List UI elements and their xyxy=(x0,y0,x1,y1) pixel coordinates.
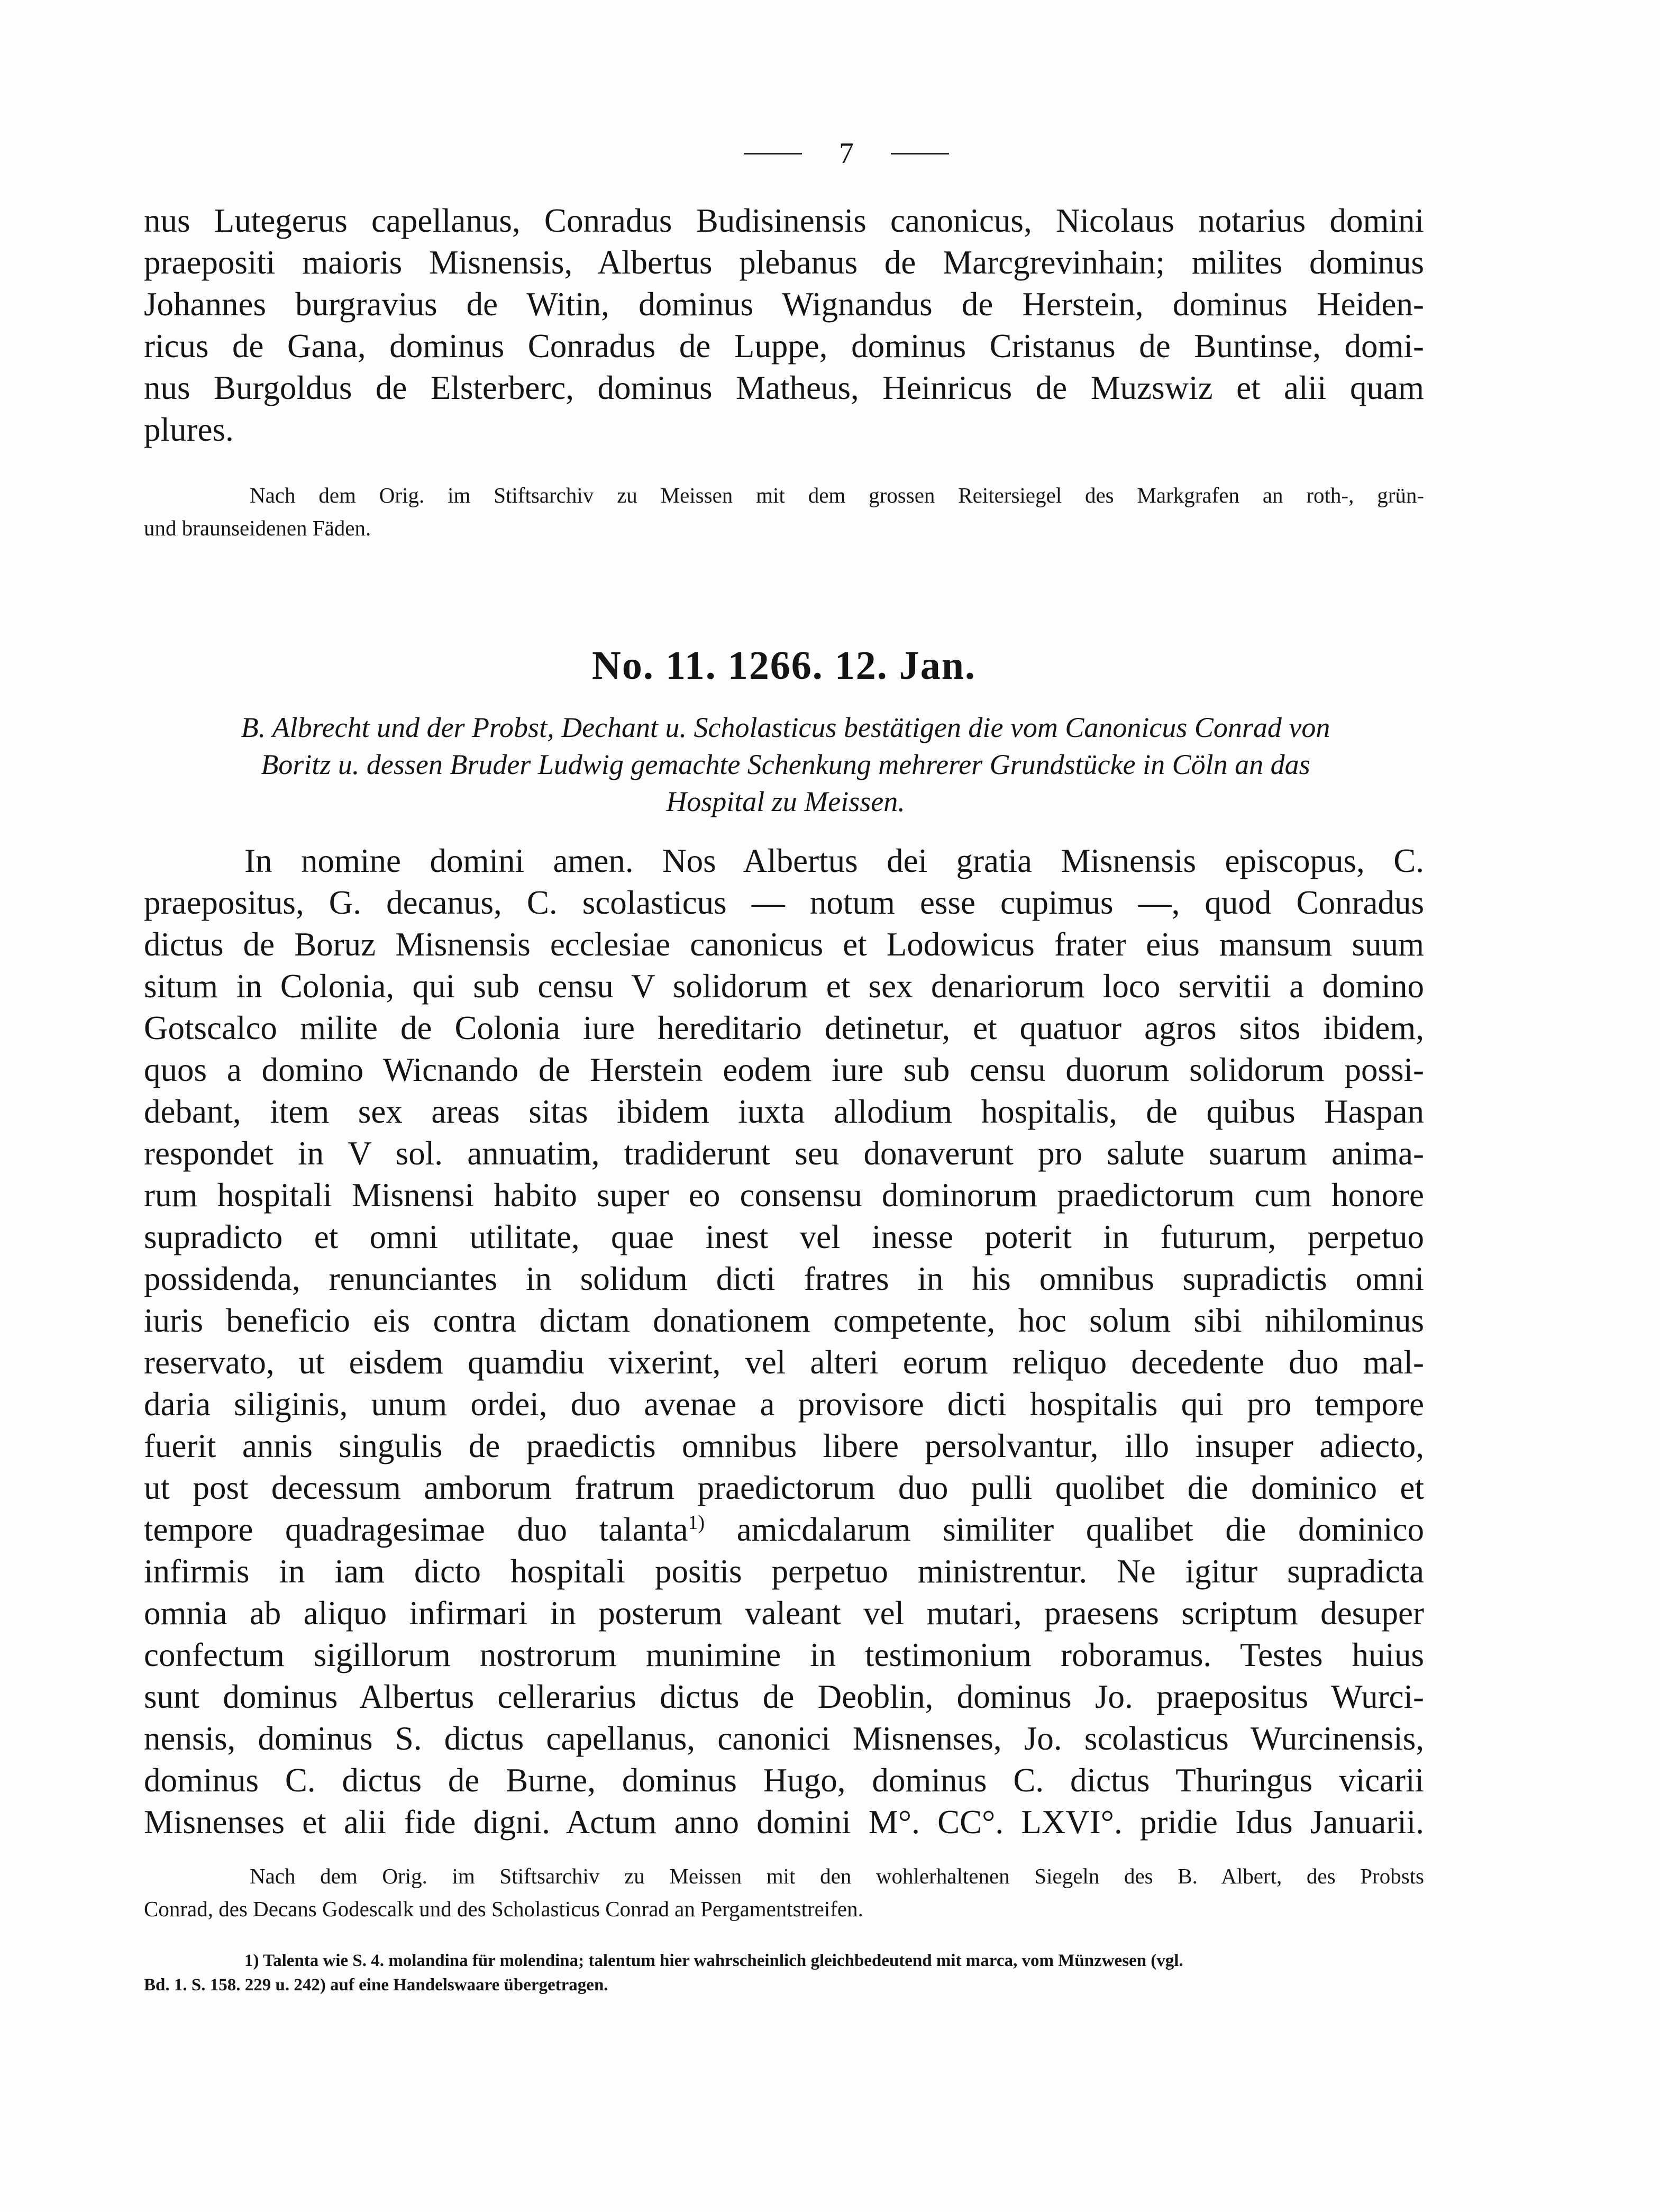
document-source-note xyxy=(144,1860,1424,1925)
text-line: confectum sigillorum nostrorum munimine in testimonium roboramus. Testes huius xyxy=(144,1636,1424,1673)
text-line: possidenda, renunciantes in solidum dicti fratres in his omnibus supradictis omni xyxy=(144,1260,1424,1297)
header-rule-left xyxy=(744,153,802,154)
text-line: debant, item sex areas sitas ibidem iuxta allodium hospitalis, de quibus Haspan xyxy=(144,1093,1424,1130)
continuation-line: nus Lutegerus capellanus, Conradus Budisinensis canonicus, Nicolaus notarius domini xyxy=(144,202,1424,239)
continuation-text xyxy=(144,200,1424,451)
continuation-line: plures. xyxy=(144,411,234,448)
text-line: situm in Colonia, qui sub censu V solidorum et sex denariorum loco servitii a domino xyxy=(144,968,1424,1005)
regest-line: Boritz u. dessen Bruder Ludwig gemachte Schenkung mehrerer Grundstücke in Cöln an das xyxy=(261,749,1310,780)
text-line: iuris beneficio eis contra dictam donationem competente, hoc solum sibi nihilominus xyxy=(144,1302,1424,1339)
document-text xyxy=(144,840,1424,1843)
text-line: dictus de Boruz Misnensis ecclesiae canonicus et Lodowicus frater eius mansum suum xyxy=(144,926,1424,963)
page-header xyxy=(661,132,1032,175)
footnote-reference: 1) xyxy=(688,1512,705,1534)
page-number: 7 xyxy=(839,137,854,170)
text-line: supradicto et omni utilitate, quae inest vel inesse poterit in futurum, perpetuo xyxy=(144,1218,1424,1255)
footnote-line: Bd. 1. S. 158. 229 u. 242) auf eine Handelswaare übergetragen. xyxy=(144,1976,608,1995)
text-line: omnia ab aliquo infirmari in posterum valeant vel mutari, praesens scriptum desuper xyxy=(144,1595,1424,1632)
text-line: reservato, ut eisdem quamdiu vixerint, vel alteri eorum reliquo decedente duo mal- xyxy=(144,1344,1424,1381)
header-rule-right xyxy=(891,153,949,154)
text-line: rum hospitali Misnensi habito super eo consensu dominorum praedictorum cum honore xyxy=(144,1177,1424,1214)
continuation-source-note xyxy=(144,479,1424,544)
text-line: praepositus, G. decanus, C. scolasticus — notum esse cupimus —, quod Conradus xyxy=(144,884,1424,921)
text-line-with-footnote xyxy=(144,1509,1424,1551)
text-line: ut post decessum amborum fratrum praedictorum duo pulli quolibet die dominico et xyxy=(144,1469,1424,1506)
footnote-line: 1) Talenta wie S. 4. molandina für molendina; talentum hier wahrscheinlich gleichbedeutend mit marca, vom Münzwesen (vgl. xyxy=(244,1951,1183,1970)
text-line: nensis, dominus S. dictus capellanus, canonici Misnenses, Jo. scolasticus Wurcinensis, xyxy=(144,1720,1424,1757)
text-segment: amicdalarum similiter qualibet die dominico xyxy=(705,1511,1425,1548)
note-line: Conrad, des Decans Godescalk und des Scholasticus Conrad an Pergamentstreifen. xyxy=(144,1897,863,1921)
text-line: respondet in V sol. annuatim, tradiderunt seu donaverunt pro salute suarum anima- xyxy=(144,1135,1424,1172)
text-segment: tempore quadragesimae duo talanta xyxy=(144,1511,688,1548)
regest-line: Hospital zu Meissen. xyxy=(666,786,905,817)
text-line: quos a domino Wicnando de Herstein eodem iure sub censu duorum solidorum possi- xyxy=(144,1051,1424,1088)
continuation-line: nus Burgoldus de Elsterberc, dominus Matheus, Heinricus de Muzswiz et alii quam xyxy=(144,369,1424,406)
note-line: Nach dem Orig. im Stiftsarchiv zu Meissen mit den wohlerhaltenen Siegeln des B. Albert, des Probsts xyxy=(250,1864,1424,1888)
regest-line: B. Albrecht und der Probst, Dechant u. Scholasticus bestätigen die vom Canonicus Conrad von xyxy=(241,712,1330,743)
continuation-line: praepositi maioris Misnensis, Albertus plebanus de Marcgrevinhain; milites dominus xyxy=(144,244,1424,281)
note-line: und braunseidenen Fäden. xyxy=(144,516,371,540)
continuation-line: ricus de Gana, dominus Conradus de Luppe, dominus Cristanus de Buntinse, domi- xyxy=(144,327,1424,365)
footnotes xyxy=(144,1949,1424,1997)
text-line: In nomine domini amen. Nos Albertus dei gratia Misnensis episcopus, C. xyxy=(244,842,1424,879)
text-line: daria siliginis, unum ordei, duo avenae a provisore dicti hospitalis qui pro tempore xyxy=(144,1386,1424,1423)
text-line: Gotscalco milite de Colonia iure hereditario detinetur, et quatuor agros sitos ibidem, xyxy=(144,1009,1424,1046)
text-line: Misnenses et alii fide digni. Actum anno domini M°. CC°. LXVI°. pridie Idus Januarii. xyxy=(144,1804,1424,1841)
document-regest xyxy=(153,709,1418,820)
text-line: dominus C. dictus de Burne, dominus Hugo, dominus C. dictus Thuringus vicarii xyxy=(144,1762,1424,1799)
text-line: sunt dominus Albertus cellerarius dictus de Deoblin, dominus Jo. praepositus Wurci- xyxy=(144,1678,1424,1715)
document-heading: No. 11. 1266. 12. Jan. xyxy=(592,643,976,688)
text-line: infirmis in iam dicto hospitali positis perpetuo ministrentur. Ne igitur supradicta xyxy=(144,1553,1424,1590)
note-line: Nach dem Orig. im Stiftsarchiv zu Meissen mit dem grossen Reitersiegel des Markgrafen an roth-, grün- xyxy=(250,483,1424,507)
text-line: fuerit annis singulis de praedictis omnibus libere persolvantur, illo insuper adiecto, xyxy=(144,1427,1424,1464)
continuation-line: Johannes burgravius de Witin, dominus Wignandus de Herstein, dominus Heiden- xyxy=(144,286,1424,323)
